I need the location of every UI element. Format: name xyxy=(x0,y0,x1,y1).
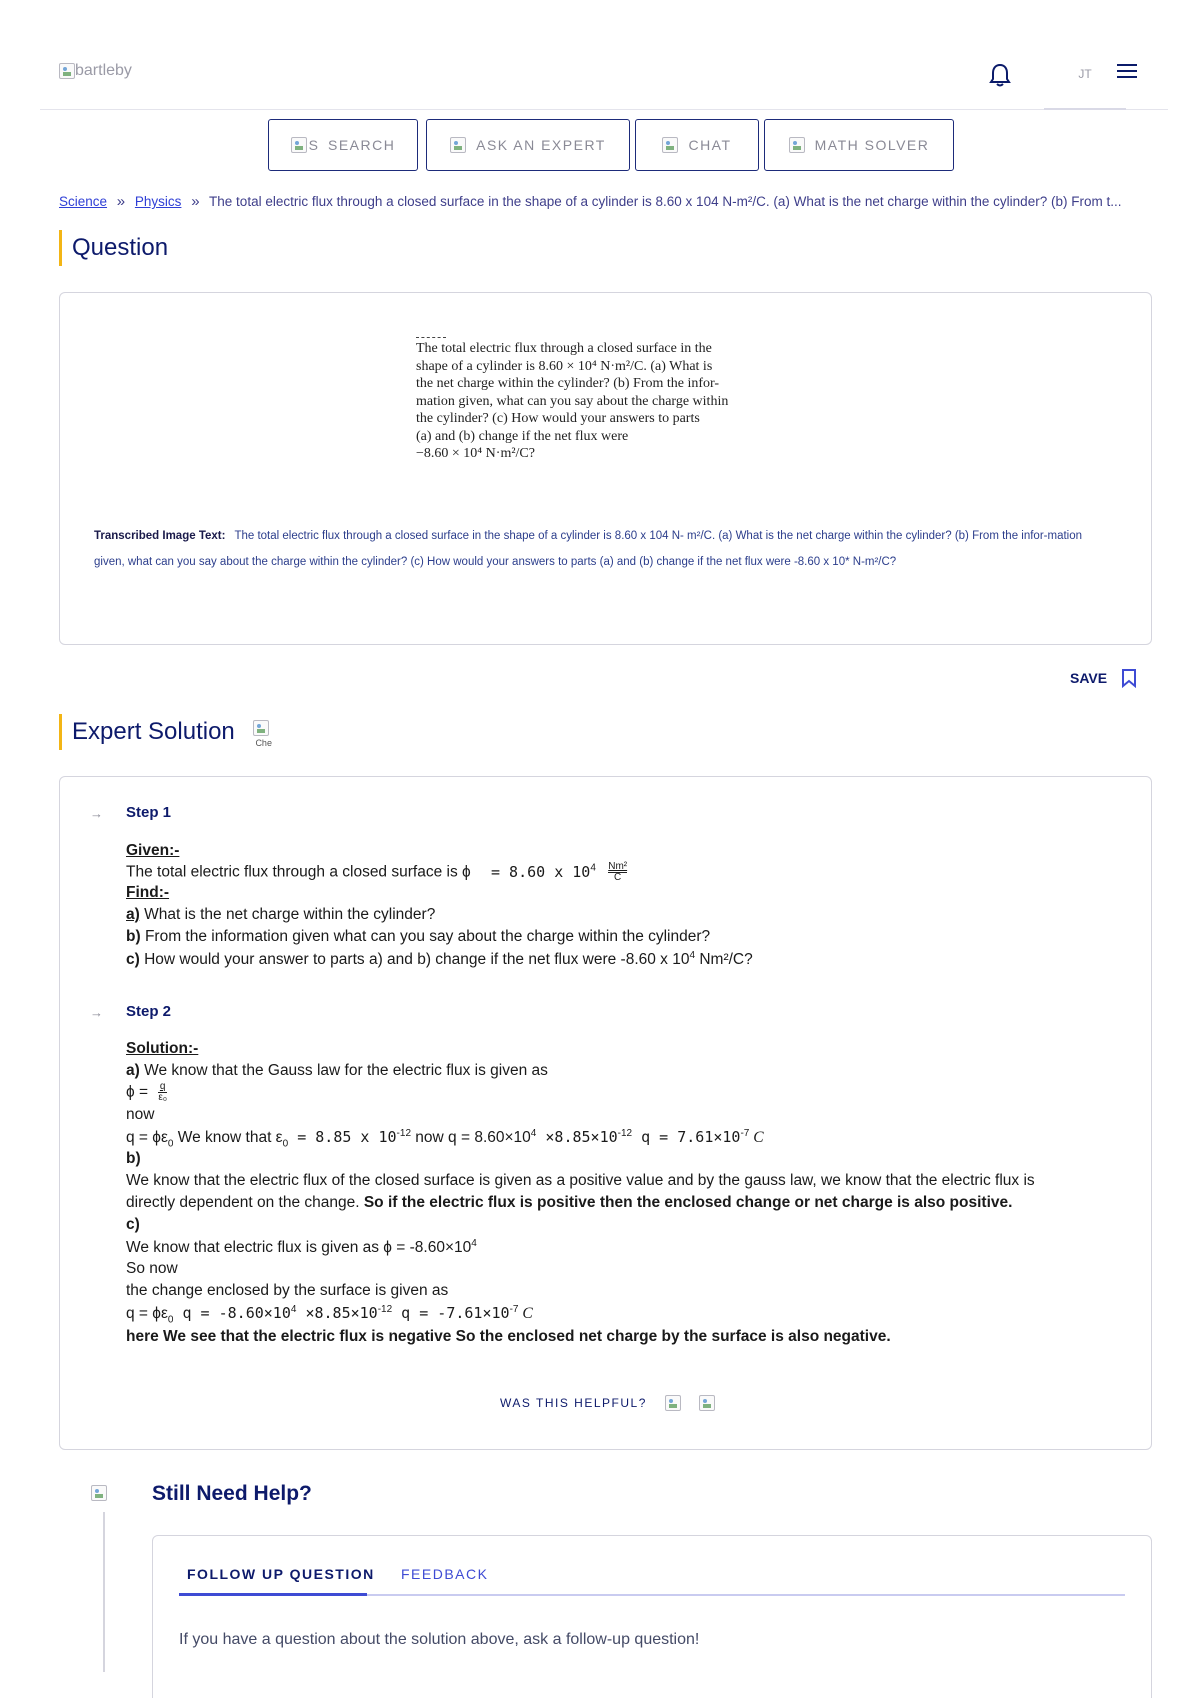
change-enclosed-text: the change enclosed by the surface is given as xyxy=(126,1282,449,1299)
unit-fraction: $\frac{\text{Nm²}}{C}$ xyxy=(608,861,628,883)
breadcrumb-physics[interactable]: Physics xyxy=(134,194,182,209)
math-solver-button[interactable] xyxy=(764,119,954,171)
solution-b-line1: We know that the electric flux of the closed surface is given as a positive value and by the gauss law, we know that the electric flux is xyxy=(126,1172,1035,1189)
find-heading: Find:- xyxy=(126,884,170,901)
follow-up-prompt: If you have a question about the solution above, ask a follow-up question! xyxy=(179,1631,700,1648)
breadcrumb-science[interactable]: Science xyxy=(59,194,108,209)
helpful-feedback-row xyxy=(500,1395,715,1411)
conclusion-text: here We see that the electric flux is negative So the enclosed net charge by the surface is also negative. xyxy=(126,1328,891,1345)
solution-c-flux: We know that electric flux is given as $\phi = -8.60\times 10^4$ xyxy=(126,1238,477,1257)
save-label: SAVE xyxy=(1070,670,1108,686)
solution-a: a) We know that the Gauss law for the electric flux is given as xyxy=(126,1062,548,1079)
thumbs-up-icon[interactable] xyxy=(665,1395,681,1411)
solution-heading: Solution:- xyxy=(126,1040,199,1057)
negative-charge-calculation: $q = \phi\varepsilon_0$ $q = -8.60\times 10^4 \times 8.85\times 10^{-12}$ $q = -7.61\times 10^{-7}$ C xyxy=(126,1304,533,1326)
ask-expert-icon xyxy=(450,137,466,153)
given-line: The total electric flux through a closed surface is ϕ = 8.60 x $10^4$ $\frac{\text{Nm²}}{C}$ xyxy=(126,861,628,883)
top-header xyxy=(40,48,1168,110)
chat-button[interactable] xyxy=(635,119,759,171)
step2-expand-arrow-icon[interactable]: → xyxy=(90,1005,103,1020)
tab-feedback[interactable]: FEEDBACK xyxy=(401,1566,489,1582)
step2-label: Step 2 xyxy=(126,1003,172,1020)
solution-b-tag: b) xyxy=(126,1150,141,1167)
breadcrumb xyxy=(59,193,1159,210)
given-heading: Given:- xyxy=(126,842,180,859)
save-button[interactable] xyxy=(1070,668,1137,688)
image-crop-mark xyxy=(416,337,446,338)
gauss-equation: ϕ = $\frac{q}{\text{ε₀}}$ xyxy=(126,1081,167,1103)
broken-image-icon xyxy=(59,63,75,79)
tab-active-indicator xyxy=(179,1593,367,1596)
bell-icon[interactable] xyxy=(988,62,1012,88)
find-a: a) What is the net charge within the cylinder? xyxy=(126,906,436,923)
still-need-help-title: Still Need Help? xyxy=(152,1482,312,1505)
solution-b-line2: directly dependent on the change. So if the electric flux is positive then the enclosed change or net charge is also positive. xyxy=(126,1194,1013,1211)
so-now-label: So now xyxy=(126,1260,178,1277)
charge-calculation: $q = \phi\varepsilon_0$ We know that $\varepsilon_0 = 8.85$ x $10^{-12}$ now $q = 8.60\times 10^4 \times 8.85\times 10^{-12}$ $q = 7.61\times 10^{-7}$ C xyxy=(126,1128,764,1150)
transcribed-label: Transcribed Image Text: xyxy=(94,530,226,542)
question-image: The total electric flux through a closed surface in the shape of a cylinder is 8.60 × 10⁴ N·m²/C. (a) What is the net charge within the cylinder? (b) From the infor- mation given, what can you say about the charge within the cylinder? (c) How would your answers to parts (a) and (b) change if the net flux were −8.60 × 10⁴ N·m²/C? xyxy=(416,337,796,463)
expert-solution-title: Expert Solution xyxy=(72,718,235,745)
ask-expert-label: ASK AN EXPERT xyxy=(476,137,606,153)
bartleby-logo[interactable] xyxy=(59,62,132,80)
ask-expert-button[interactable] xyxy=(426,119,630,171)
math-solver-label: MATH SOLVER xyxy=(814,137,930,153)
chat-icon xyxy=(662,137,678,153)
breadcrumb-separator-icon: » xyxy=(191,193,200,210)
search-label: SEARCH xyxy=(327,137,396,153)
step1-label: Step 1 xyxy=(126,804,172,821)
search-icon xyxy=(291,137,307,153)
expert-solution-heading xyxy=(59,714,272,750)
now-label: now xyxy=(126,1106,155,1123)
solution-c-tag: c) xyxy=(126,1216,140,1233)
chat-label: CHAT xyxy=(688,137,732,153)
follow-up-card xyxy=(152,1535,1152,1698)
bookmark-icon xyxy=(1121,668,1137,688)
solution-badge: Che xyxy=(253,711,269,747)
help-divider-line xyxy=(103,1512,105,1672)
find-c: c) How would your answer to parts a) and b) change if the net flux were -8.60 x $10^4$ Nm²/C? xyxy=(126,950,753,969)
breadcrumb-separator-icon: » xyxy=(116,193,126,210)
breadcrumb-current: The total electric flux through a closed surface in the shape of a cylinder is 8.60 x 104 N-m²/C. (a) What is the net charge within the cylinder? (b) From t... xyxy=(209,194,1122,209)
search-button[interactable]: S SEARCH xyxy=(268,119,418,171)
question-card xyxy=(59,292,1152,645)
math-solver-icon xyxy=(789,137,805,153)
step1-expand-arrow-icon[interactable]: → xyxy=(90,806,103,821)
transcribed-body: The total electric flux through a closed surface in the shape of a cylinder is 8.60 x 104 N- m²/C. (a) What is the net charge within the cylinder? (b) From the infor-mation given, what can you say about the charge within the cylinder? (c) How would your answers to parts (a) and (b) change if the net flux were -8.60 x 10* N-m²/C? xyxy=(94,530,1083,568)
hamburger-menu-icon[interactable] xyxy=(1117,64,1137,80)
find-b: b) From the information given what can you say about the charge within the cylinder? xyxy=(126,928,711,945)
transcribed-text xyxy=(94,523,1104,575)
tab-follow-up-question[interactable]: FOLLOW UP QUESTION xyxy=(187,1566,375,1582)
user-avatar[interactable]: JT xyxy=(1044,48,1126,110)
thumbs-down-icon[interactable] xyxy=(699,1395,715,1411)
helpful-label: WAS THIS HELPFUL? xyxy=(500,1396,647,1410)
question-heading: Question xyxy=(59,230,168,266)
help-avatar-icon xyxy=(91,1485,107,1501)
logo-alt-text: bartleby xyxy=(75,62,132,79)
